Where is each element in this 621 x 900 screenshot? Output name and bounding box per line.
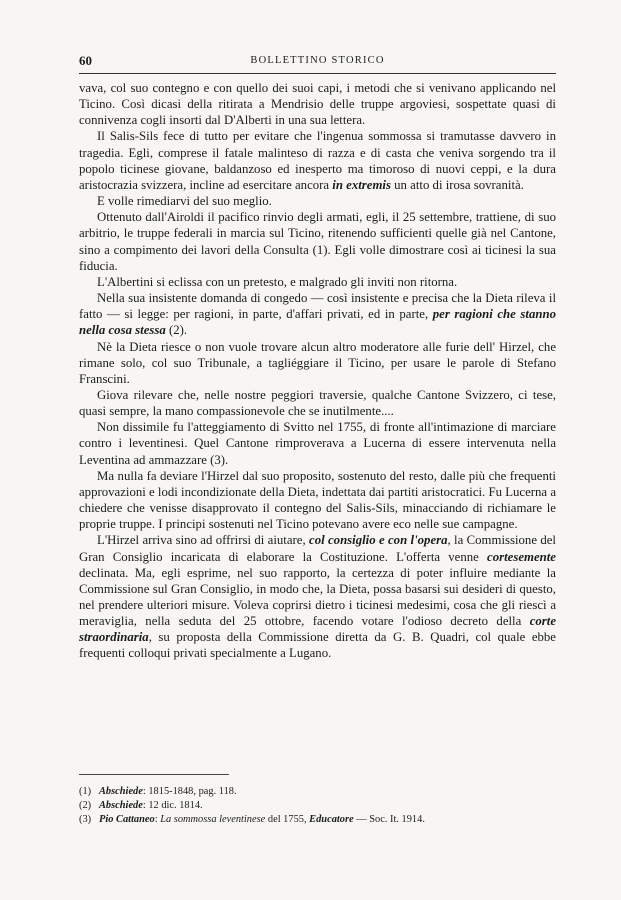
- footnote-ref: (2): [168, 323, 184, 338]
- footnote-mark: (2): [79, 800, 92, 812]
- footnote-detail: del 1755,: [267, 814, 307, 826]
- emphasis: per ragioni che stanno nella cosa stessa: [79, 307, 557, 338]
- footnote-detail: : 12 dic. 1814.: [142, 800, 203, 812]
- footnote-source: Abschiede: [99, 786, 143, 797]
- footnote: (3) Pio Cattaneo: La sommossa leventinese del 1755, Educatore — Soc. It. 1914.: [79, 813, 556, 827]
- footnote: [79, 785, 556, 799]
- footnote-detail: : 1815-1848, pag. 118.: [142, 786, 237, 797]
- paragraph: vava, col suo contegno e con quello dei suoi capi, i metodi che si venivano applicando nel Ticino. Così dicasi della ritirata a Mendrisio delle truppe argoviesi, sospettate quasi di connivenza cogli insorti dal D'Alberti in una sua lettera.: [79, 81, 556, 128]
- paragraph: Ma nulla fa deviare l'Hirzel dal suo proposito, sostenuto del resto, dalle più che frequenti approvazioni e lodi incondizionate della Dieta, indettata dai partiti aristocratici. Fu Lucerna a chiedere che venisse disapprovato il contegno del Salis-Sils, minacciando di richiamare le proprie truppe. I principi sostenuti nel Ticino potevano avere eco nelle sue campagne.: [79, 468, 556, 532]
- paragraph: Non dissimile fu l'atteggiamento di Svitto nel 1755, di fronte all'intimazione di marciare contro i leventinesi. Quel Cantone rimproverava a Lucerna di essere intervenuta nella Leventina ad ammazzare (3).: [79, 420, 556, 467]
- footnote-rule: [79, 774, 229, 775]
- emphasis: cortesemente: [487, 549, 556, 564]
- paragraph: Nella sua insistente domanda di congedo — così insistente e precisa che la Dieta rileva il fatto — si legge: per ragioni, in parte, d'affari privati, ed in parte, per ragioni che stanno nella cosa stessa (2).: [79, 291, 557, 338]
- emphasis: col consiglio e con l'opera: [309, 533, 448, 548]
- paragraph: E volle rimediarvi del suo meglio.: [97, 194, 272, 209]
- emphasis: in extremis: [332, 177, 391, 192]
- paragraph: Ottenuto dall'Airoldi il pacifico rinvio degli armati, egli, il 25 settembre, trattiene, di suo arbitrio, le truppe federali in marcia sul Ticino, ritenendo sufficienti quelle già nel Cantone, sino a compimento dei lavori della Consulta (1). Egli volle dimostrare così ai ticinesi la sua fiducia.: [79, 210, 556, 273]
- running-title: BOLLETTINO STORICO: [250, 55, 385, 66]
- paragraph: Giova rilevare che, nelle nostre peggiori traversie, qualche Cantone Svizzero, ci tese, quasi sempre, la mano compassionevole che se inutilmente....: [79, 387, 556, 419]
- emphasis: corte straordinaria: [79, 614, 556, 645]
- footnote-ref: (1): [312, 242, 328, 257]
- footnote-publication: Educatore: [309, 814, 354, 826]
- footnote-source: Abschiede: [99, 800, 143, 812]
- paragraph: Nè la Dieta riesce o non vuole trovare alcun altro moderatore alle furie dell' Hirzel, che rimane solo, col suo Tribunale, a tagliéggiare il Ticino, per usare le parole di Stefano Franscini.: [79, 339, 556, 386]
- footnote-title: La sommossa leventinese: [160, 814, 266, 826]
- page-number: 60: [79, 53, 92, 68]
- footnote-ref: (3): [210, 452, 226, 467]
- page-header: [79, 53, 556, 71]
- footnotes: [79, 785, 556, 828]
- footnote-tail: — Soc. It. 1914.: [356, 814, 425, 826]
- paragraph: L'Albertini si eclissa con un pretesto, e malgrado gli inviti non ritorna.: [97, 274, 458, 289]
- paragraph: Il Salis-Sils fece di tutto per evitare che l'ingenua sommossa si tramutasse davvero in tragedia. Egli, comprese il fatale malinteso di razza e di casta che veniva sorgendo tra il popolo ticinese giovane, baldanzoso ed inesperto ma timoroso di nuovi ceppi, e la dura aristocrazia svizzera, incline ad esercitare ancora in extremis un atto di irosa sovranità.: [79, 129, 556, 192]
- footnote-mark: (3): [79, 814, 92, 826]
- header-rule: [79, 73, 556, 74]
- body-text: [79, 80, 556, 662]
- footnote-mark: (1): [79, 786, 92, 797]
- paragraph: L'Hirzel arriva sino ad offrirsi di aiutare, col consiglio e con l'opera, la Commissione del Gran Consiglio incaricata di elaborare la Costituzione. L'offerta venne cortesemente declinata. Ma, egli esprime, nel suo rapporto, la certezza di poter influire mediante la Commissione sul Gran Consiglio, in modo che, la Dieta, possa basarsi sui desideri di questo, nel prendere ulteriori misure. Voleva coprirsi dietro i ticinesi medesimi, cosa che gli riescì a meraviglia, nella seduta del 25 ottobre, facendo votare l'odioso decreto della corte straordinaria, su proposta della Commissione diretta da G. B. Quadri, col quale ebbe frequenti colloqui privati specialmente a Lugano.: [79, 533, 556, 661]
- footnote-author: Pio Cattaneo: [99, 814, 155, 826]
- footnote: [79, 799, 556, 813]
